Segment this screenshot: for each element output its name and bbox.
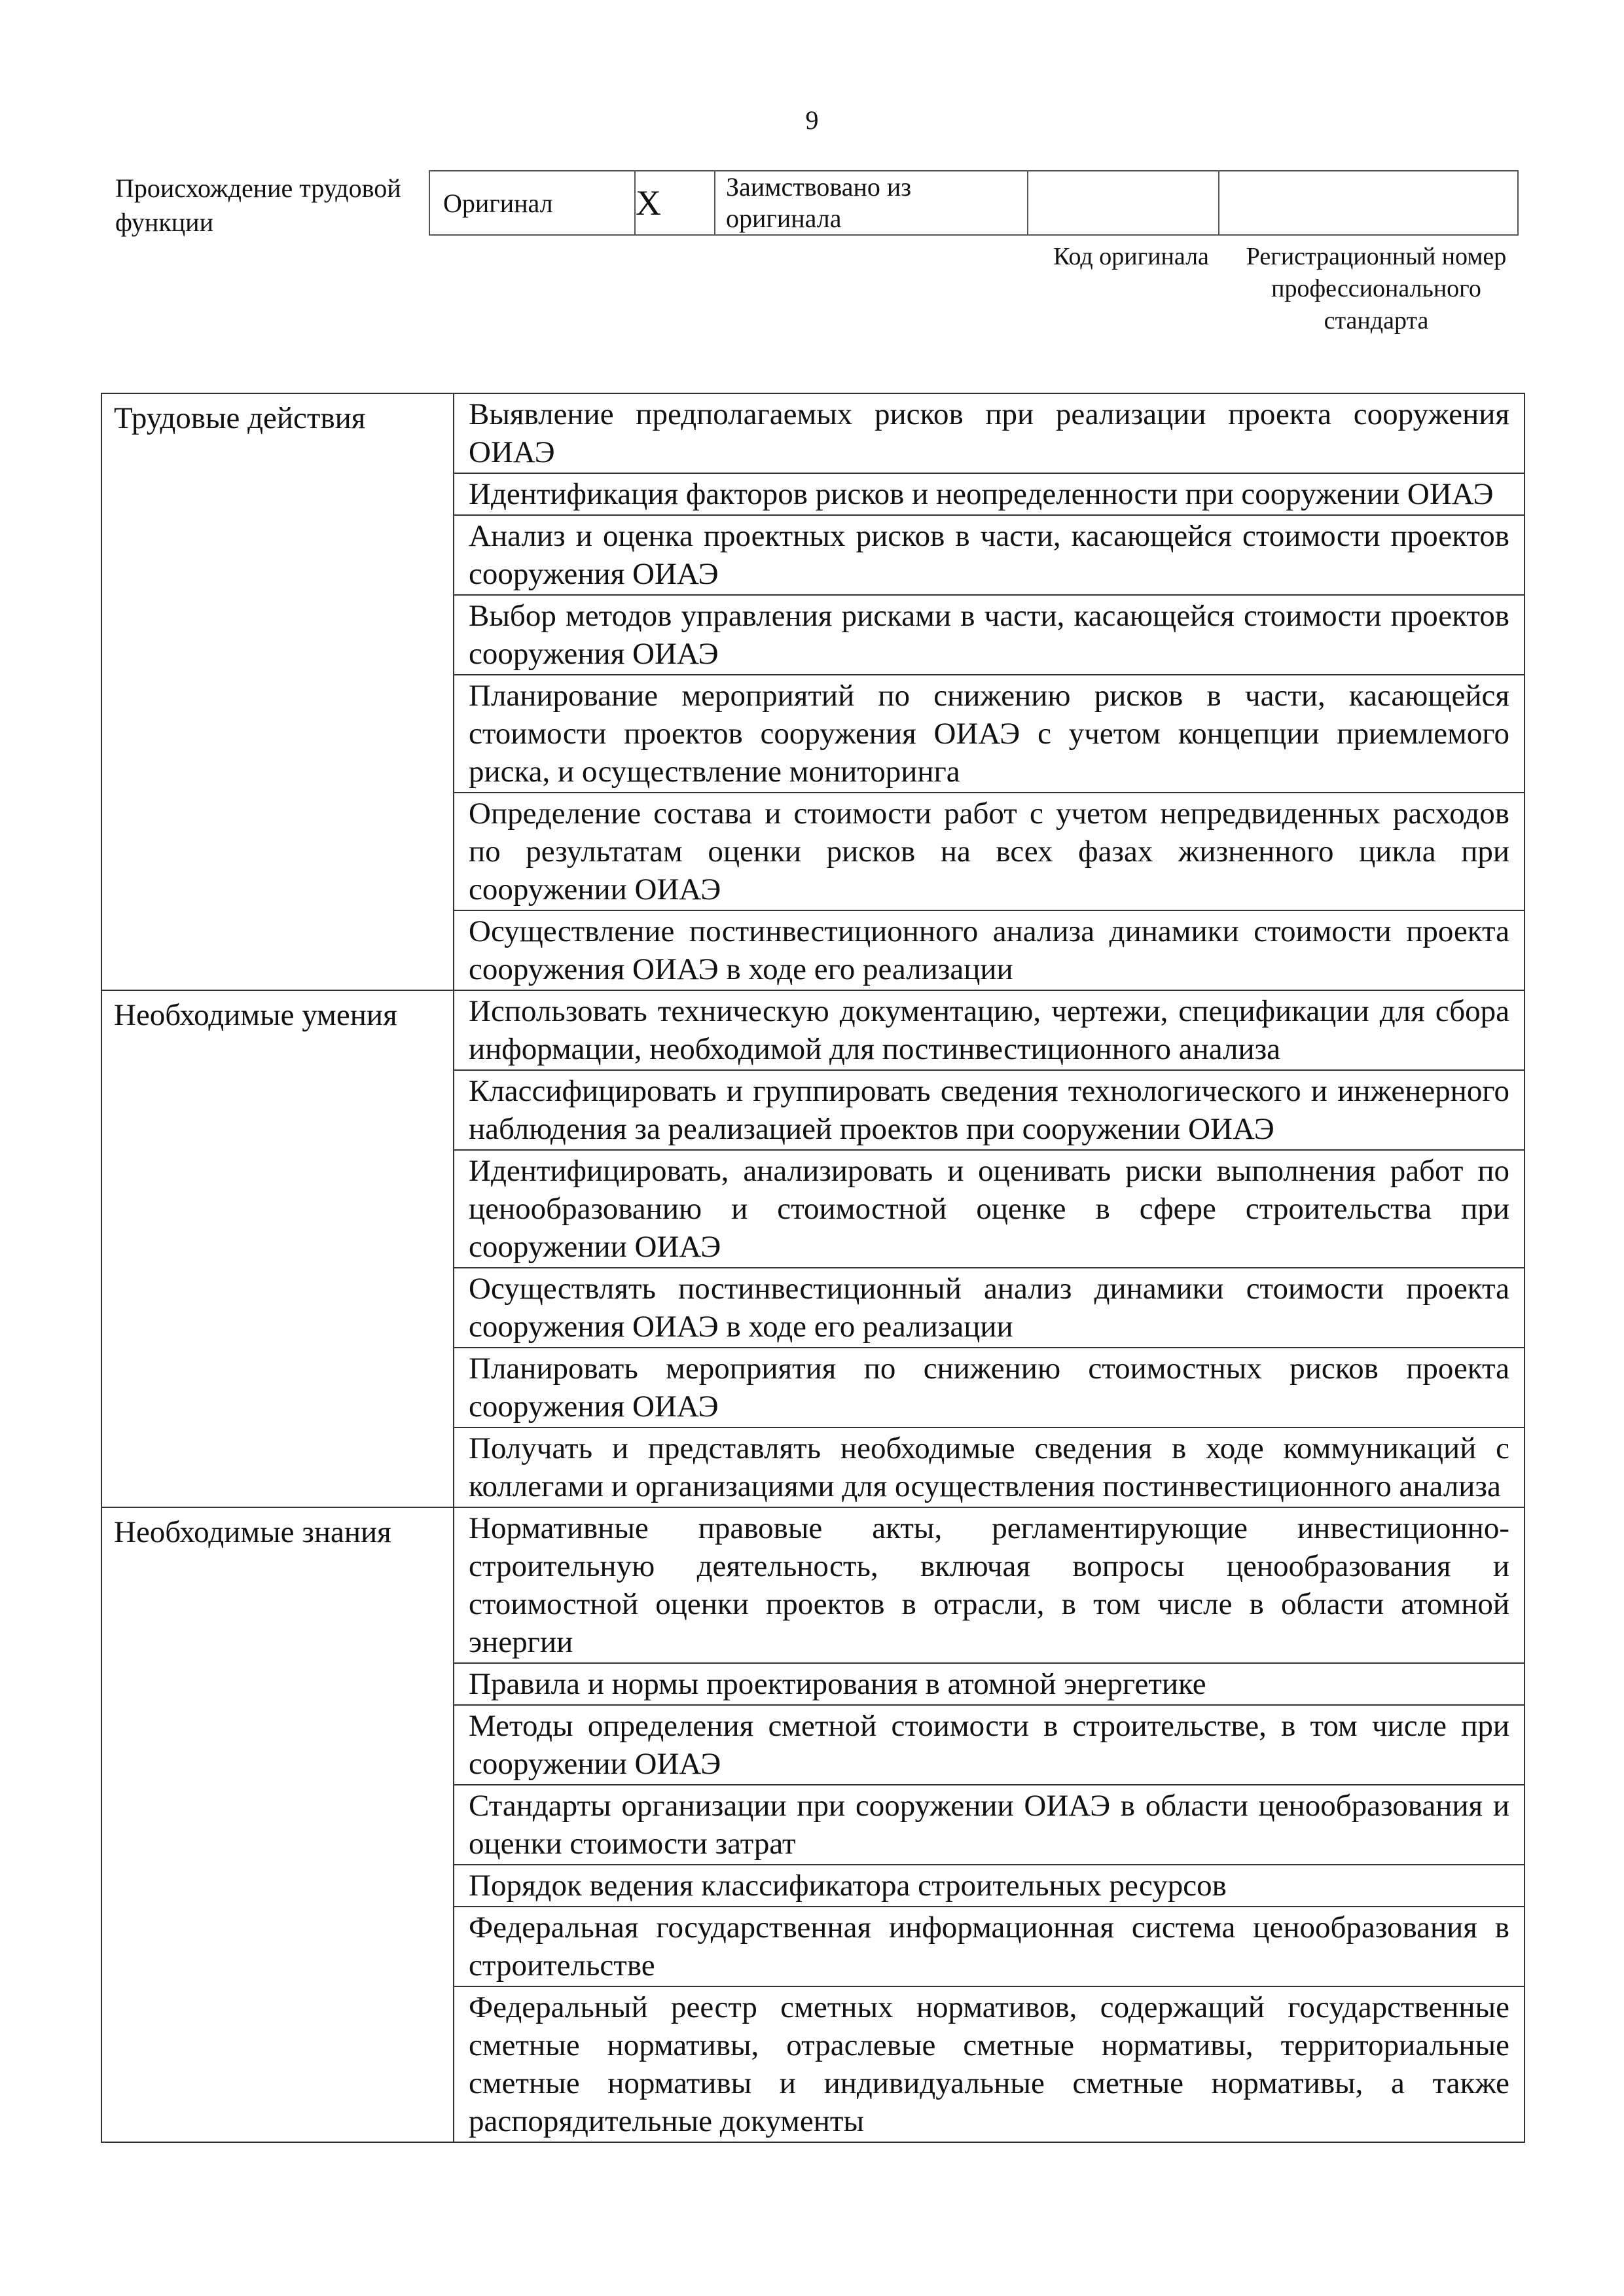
group-label: Трудовые действия: [101, 393, 454, 990]
item-cell: Осуществление постинвестиционного анализа динамики стоимости проекта сооружения ОИАЭ в ходе его реализации: [454, 910, 1525, 990]
item-cell: Стандарты организации при сооружении ОИАЭ в области ценообразования и оценки стоимости затрат: [454, 1785, 1525, 1865]
item-cell: Использовать техническую документацию, чертежи, спецификации для сбора информации, необходимой для постинвестиционного анализа: [454, 990, 1525, 1070]
table-row: [101, 393, 1525, 473]
reg-number-cell: [1219, 171, 1518, 235]
item-cell: Правила и нормы проектирования в атомной энергетике: [454, 1663, 1525, 1705]
item-cell: Федеральная государственная информационная система ценообразования в строительстве: [454, 1907, 1525, 1986]
labor-function-table: [101, 393, 1525, 2143]
item-cell: Получать и представлять необходимые сведения в ходе коммуникаций с коллегами и организациями для осуществления постинвестиционного анализа: [454, 1427, 1525, 1507]
item-cell: Выбор методов управления рисками в части, касающейся стоимости проектов сооружения ОИАЭ: [454, 595, 1525, 675]
item-cell: Выявление предполагаемых рисков при реализации проекта сооружения ОИАЭ: [454, 393, 1525, 473]
group-label: Необходимые знания: [101, 1507, 454, 2142]
item-cell: Федеральный реестр сметных нормативов, содержащий государственные сметные нормативы, отраслевые сметные нормативы, территориальные сметные нормативы и индивидуальные сметные нормативы, а также распорядительные документы: [454, 1986, 1525, 2142]
item-cell: Нормативные правовые акты, регламентирующие инвестиционно-строительную деятельность, включая вопросы ценообразования и стоимостной оценки проектов в отрасли, в том числе в области атомной энергии: [454, 1507, 1525, 1663]
item-cell: Идентификация факторов рисков и неопределенности при сооружении ОИАЭ: [454, 473, 1525, 515]
original-mark: X: [635, 171, 715, 235]
origin-table: [429, 170, 1519, 236]
code-cell: [1028, 171, 1219, 235]
borrowed-cell: Заимствовано из оригинала: [715, 171, 1028, 235]
item-cell: Планирование мероприятий по снижению рисков в части, касающейся стоимости проектов сооружения ОИАЭ с учетом концепции приемлемого риска, и осуществление мониторинга: [454, 675, 1525, 793]
original-cell: Оригинал: [429, 171, 635, 235]
item-cell: Планировать мероприятия по снижению стоимостных рисков проекта сооружения ОИАЭ: [454, 1348, 1525, 1427]
item-cell: Осуществлять постинвестиционный анализ динамики стоимости проекта сооружения ОИАЭ в ходе его реализации: [454, 1268, 1525, 1348]
table-row: [101, 1507, 1525, 1663]
table-row: [101, 990, 1525, 1070]
item-cell: Классифицировать и группировать сведения технологического и инженерного наблюдения за реализацией проектов при сооружении ОИАЭ: [454, 1070, 1525, 1150]
item-cell: Порядок ведения классификатора строительных ресурсов: [454, 1865, 1525, 1907]
item-cell: Методы определения сметной стоимости в строительстве, в том числе при сооружении ОИАЭ: [454, 1705, 1525, 1785]
code-label: Код оригинала: [1053, 243, 1209, 270]
item-cell: Анализ и оценка проектных рисков в части, касающейся стоимости проектов сооружения ОИАЭ: [454, 515, 1525, 595]
reg-label: Регистрационный номер профессионального стандарта: [1246, 243, 1507, 334]
group-label: Необходимые умения: [101, 990, 454, 1507]
item-cell: Идентифицировать, анализировать и оценивать риски выполнения работ по ценообразованию и стоимостной оценке в сфере строительства при сооружении ОИАЭ: [454, 1150, 1525, 1268]
origin-label: Происхождение трудовой функции: [115, 173, 401, 237]
page-number: 9: [805, 105, 819, 135]
item-cell: Определение состава и стоимости работ с учетом непредвиденных расходов по результатам оценки рисков на всех фазах жизненного цикла при сооружении ОИАЭ: [454, 793, 1525, 910]
